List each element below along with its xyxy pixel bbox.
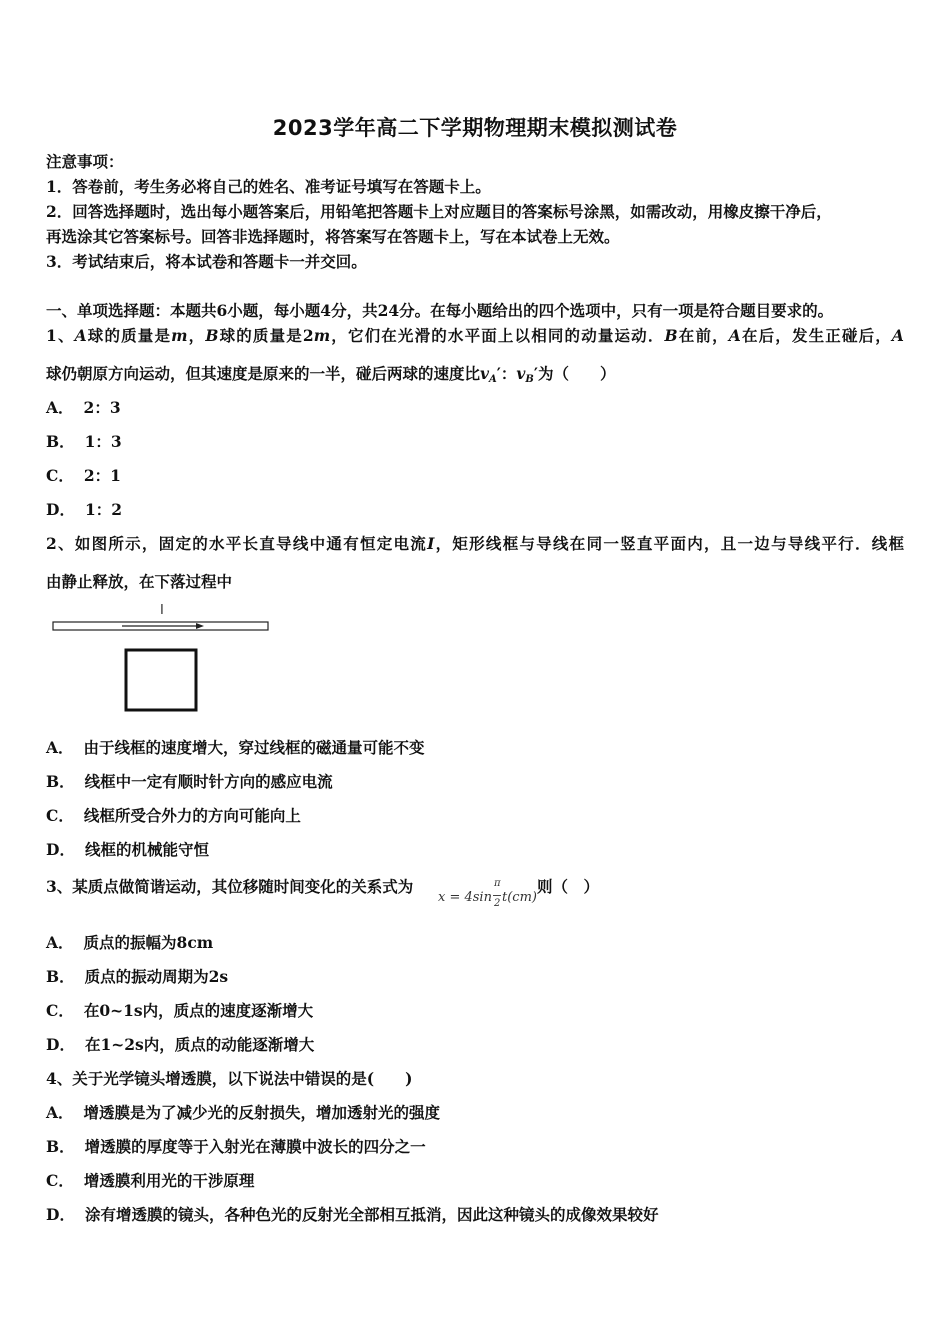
q4-stem: 4、关于光学镜头增透膜，以下说法中错误的是( ) — [46, 1069, 413, 1088]
page-title: 2023学年高二下学期物理期末模拟测试卷 — [272, 116, 678, 140]
current-arrow-head — [196, 623, 204, 629]
q3-stem-tail: 则（ ） — [537, 877, 600, 896]
q2-option-b[interactable]: B． 线框中一定有顺时针方向的感应电流 — [46, 772, 333, 791]
notice-item-3: 3．考试结束后，将本试卷和答题卡一并交回。 — [46, 252, 367, 271]
q1-option-a[interactable]: A． 2：3 — [46, 398, 121, 417]
current-label: I — [160, 603, 164, 618]
q2-option-c[interactable]: C． 线框所受合外力的方向可能向上 — [46, 806, 301, 825]
notice-item-1: 1．答卷前，考生务必将自己的姓名、准考证号填写在答题卡上。 — [46, 177, 491, 196]
q2-stem-line1: 2、如图所示，固定的水平长直导线中通有恒定电流I，矩形线框与导线在同一竖直平面内，且一边与导线平行．线框 — [46, 534, 904, 553]
q3-option-b[interactable]: B． 质点的振动周期为2s — [46, 967, 229, 986]
q2-option-a[interactable]: A． 由于线框的速度增大，穿过线框的磁通量可能不变 — [46, 738, 425, 757]
q3-option-d[interactable]: D． 在1~2s内，质点的动能逐渐增大 — [46, 1035, 315, 1054]
q3-option-a[interactable]: A． 质点的振幅为8cm — [46, 933, 214, 952]
q1-option-d[interactable]: D． 1：2 — [46, 500, 123, 519]
q2-option-d[interactable]: D． 线框的机械能守恒 — [46, 840, 209, 859]
q1-option-b[interactable]: B． 1：3 — [46, 432, 122, 451]
section-heading: 一、单项选择题：本题共6小题，每小题4分，共24分。在每小题给出的四个选项中，只有一项是符合题目要求的。 — [46, 301, 834, 320]
q1-option-c[interactable]: C． 2：1 — [46, 466, 121, 485]
q4-option-a[interactable]: A． 增透膜是为了减少光的反射损失，增加透射光的强度 — [46, 1103, 441, 1122]
q2-stem-line2: 由静止释放，在下落过程中 — [46, 572, 233, 591]
q3-option-c[interactable]: C． 在0~1s内，质点的速度逐渐增大 — [46, 1001, 314, 1020]
notice-item-2: 2．回答选择题时，选出每小题答案后，用铅笔把答题卡上对应题目的答案标号涂黑，如需改动，用橡皮擦干净后， — [46, 202, 832, 221]
q3-formula: x = 4sin π 2 t(cm) — [438, 878, 537, 909]
q1-stem-line2: 球仍朝原方向运动，但其速度是原来的一半，碰后两球的速度比$v_A'$：$v_B'$为（ ） — [46, 364, 616, 385]
q2-figure — [46, 598, 286, 718]
notice-heading: 注意事项： — [46, 152, 124, 171]
q4-option-b[interactable]: B． 增透膜的厚度等于入射光在薄膜中波长的四分之一 — [46, 1137, 426, 1156]
q4-option-c[interactable]: C． 增透膜利用光的干涉原理 — [46, 1171, 255, 1190]
q3-stem: 3、某质点做简谐运动，其位移随时间变化的关系式为 — [46, 877, 414, 896]
notice-item-2-cont: 再选涂其它答案标号。回答非选择题时，将答案写在答题卡上，写在本试卷上无效。 — [46, 227, 620, 246]
q4-option-d[interactable]: D． 涂有增透膜的镜头，各种色光的反射光全部相互抵消，因此这种镜头的成像效果较好 — [46, 1205, 659, 1224]
rectangular-frame — [126, 650, 196, 710]
q1-stem-line1: 1、A球的质量是m，B球的质量是2m，它们在光滑的水平面上以相同的动量运动．B在前，A在后，发生正碰后，A — [46, 326, 904, 345]
